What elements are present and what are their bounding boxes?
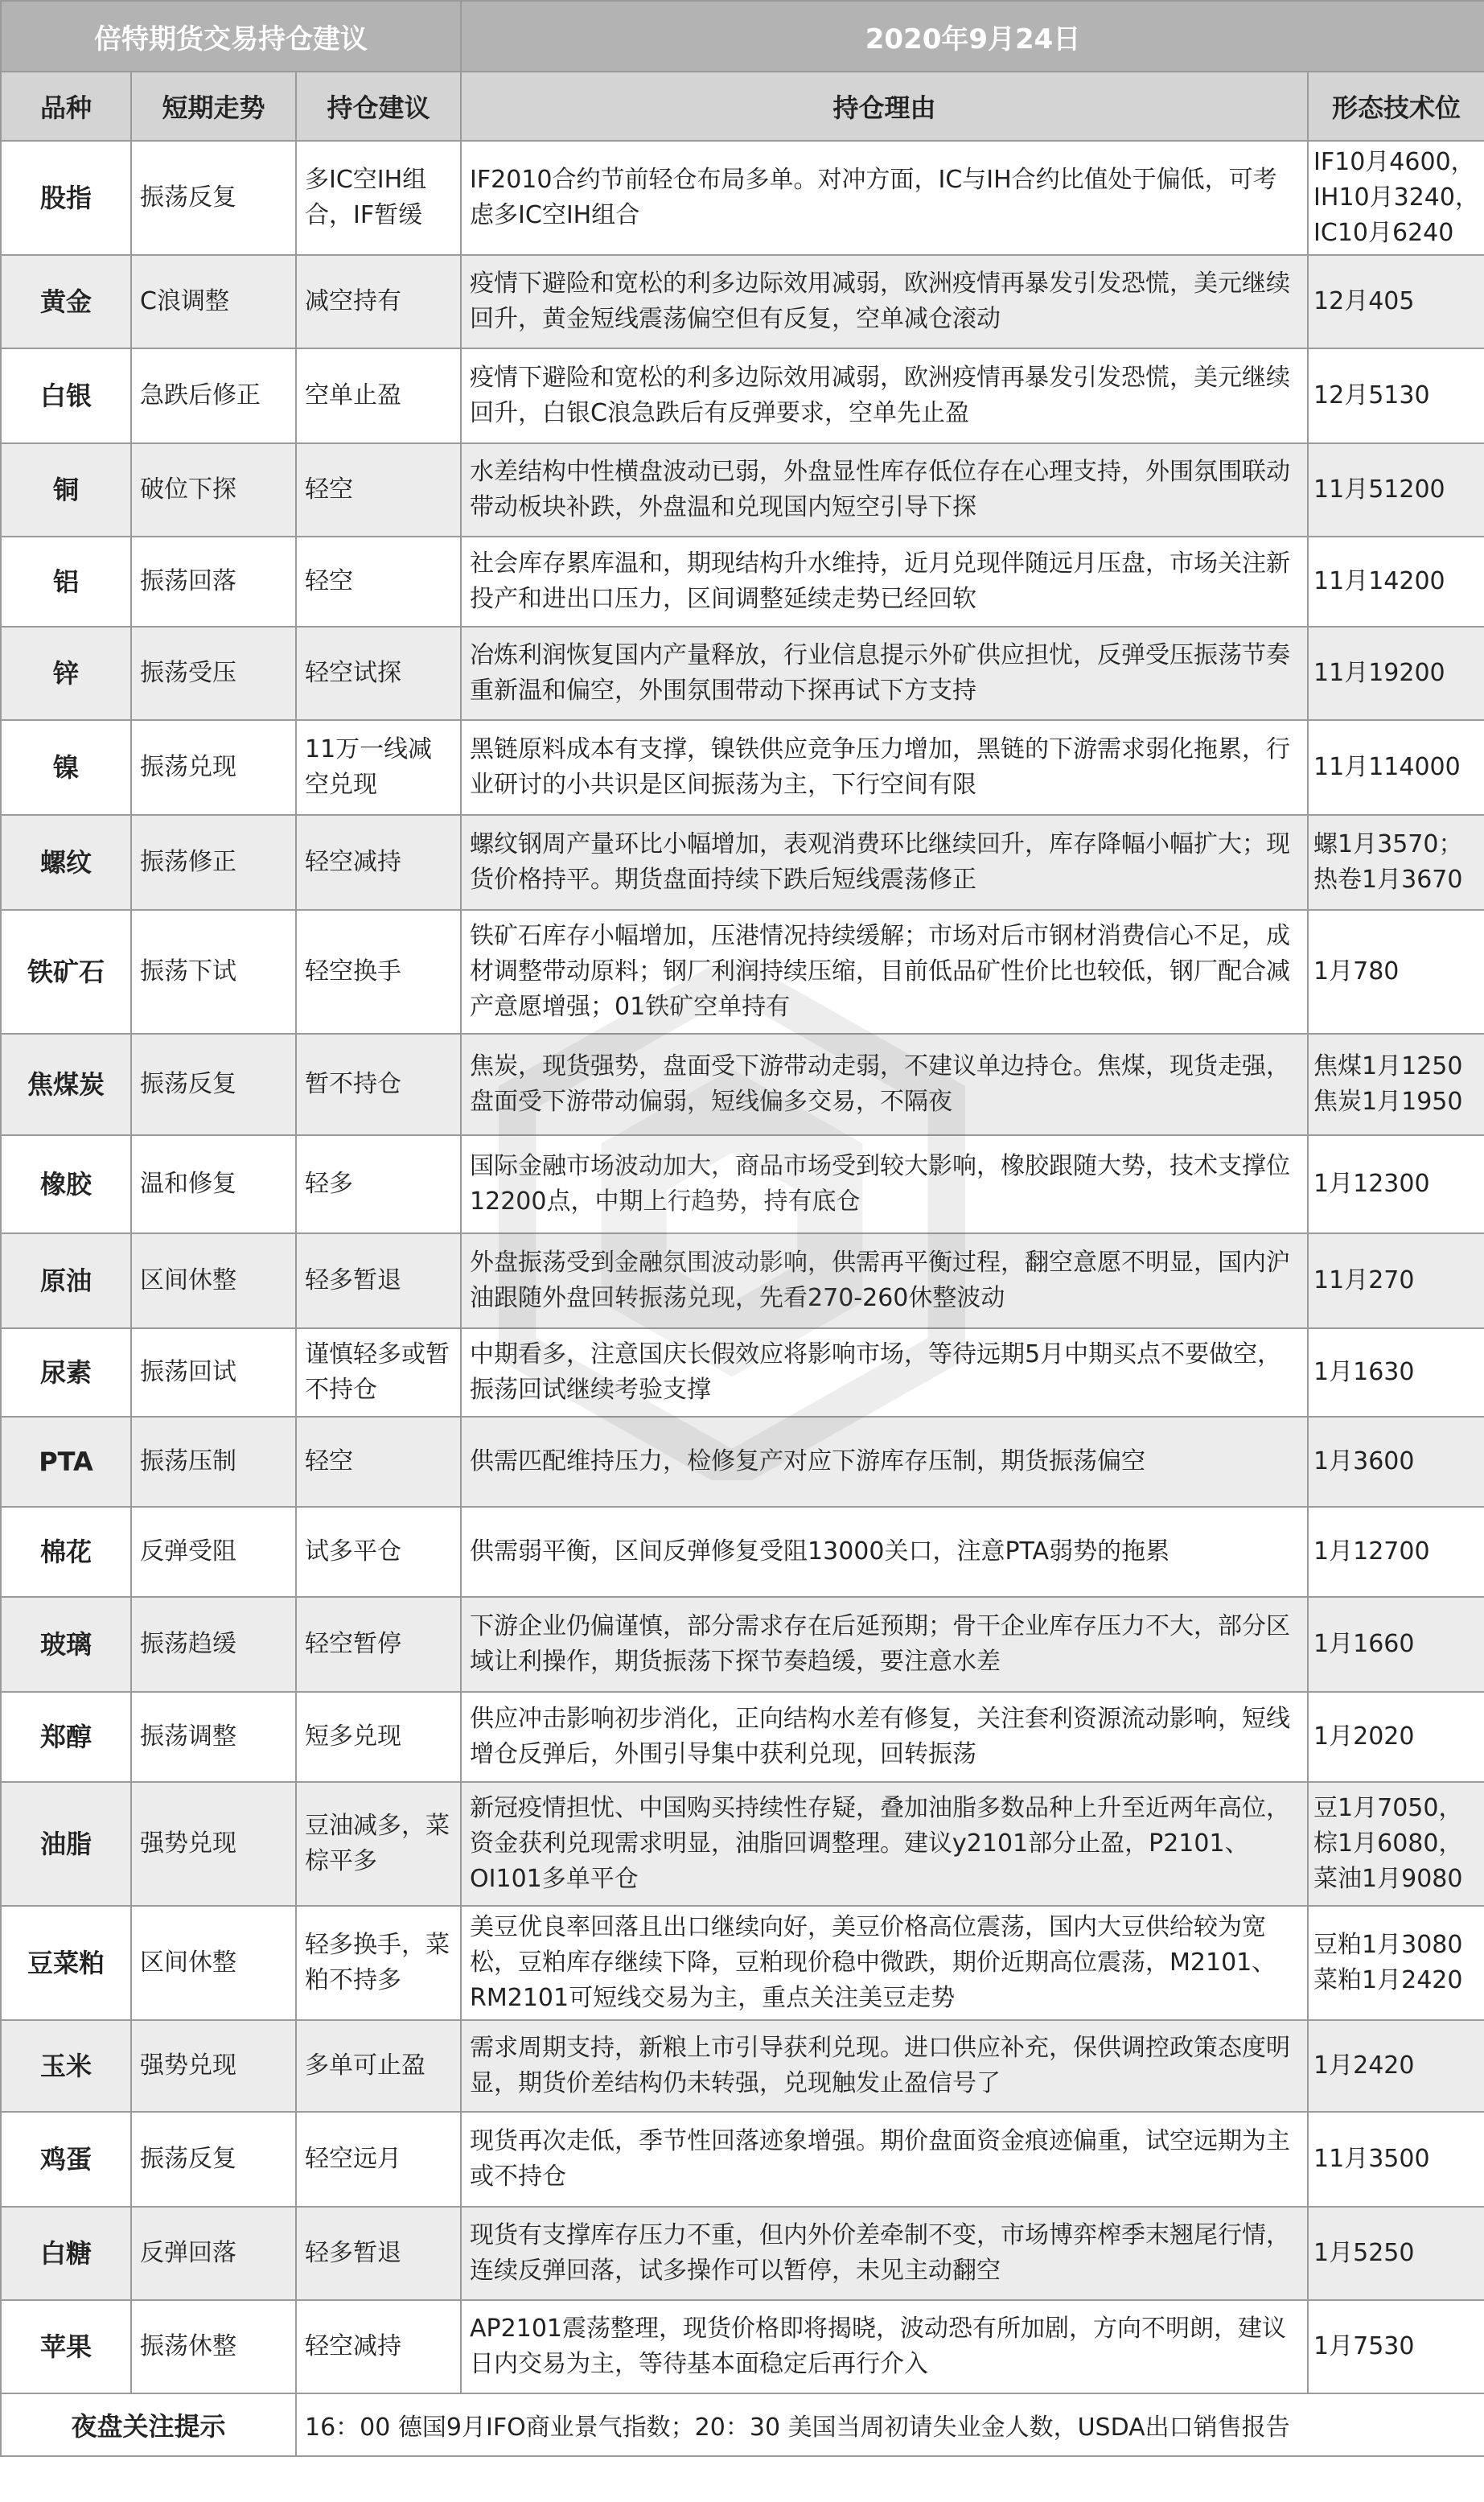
column-header-row <box>1 72 1484 141</box>
table-row <box>1 1135 1484 1233</box>
cell-trend: 反弹受阻 <box>131 1507 296 1597</box>
cell-advice: 轻空换手 <box>296 910 461 1034</box>
cell-trend: 破位下探 <box>131 443 296 537</box>
cell-advice: 轻空 <box>296 443 461 537</box>
cell-advice: 谨慎轻多或暂不持仓 <box>296 1328 461 1417</box>
cell-variety: 原油 <box>1 1233 131 1328</box>
cell-trend: 振荡回试 <box>131 1328 296 1417</box>
cell-advice: 试多平仓 <box>296 1507 461 1597</box>
cell-tech: 1月3600 <box>1308 1417 1484 1507</box>
table-row <box>1 815 1484 910</box>
table-row <box>1 2207 1484 2300</box>
cell-trend: 振荡修正 <box>131 815 296 910</box>
cell-reason: 供应冲击影响初步消化，正向结构水差有修复，关注套利资源流动影响，短线增仓反弹后，外围引导集中获利兑现，回转振荡 <box>461 1692 1308 1782</box>
cell-trend: C浪调整 <box>131 255 296 348</box>
cell-variety: 橡胶 <box>1 1135 131 1233</box>
cell-variety: 黄金 <box>1 255 131 348</box>
cell-reason: 疫情下避险和宽松的利多边际效用减弱，欧洲疫情再暴发引发恐慌，美元继续回升，白银C浪急跌后有反弹要求，空单先止盈 <box>461 348 1308 443</box>
cell-advice: 多IC空IH组合，IF暂缓 <box>296 141 461 255</box>
cell-variety: 白银 <box>1 348 131 443</box>
table-row <box>1 141 1484 255</box>
cell-reason: 疫情下避险和宽松的利多边际效用减弱，欧洲疫情再暴发引发恐慌，美元继续回升，黄金短线震荡偏空但有反复，空单减仓滚动 <box>461 255 1308 348</box>
cell-reason: 铁矿石库存小幅增加，压港情况持续缓解；市场对后市钢材消费信心不足，成材调整带动原料；钢厂利润持续压缩，目前低品矿性价比也较低，钢厂配合减产意愿增强；01铁矿空单持有 <box>461 910 1308 1034</box>
cell-trend: 急跌后修正 <box>131 348 296 443</box>
cell-reason: 焦炭，现货强势，盘面受下游带动走弱，不建议单边持仓。焦煤，现货走强，盘面受下游带动偏弱，短线偏多交易，不隔夜 <box>461 1034 1308 1135</box>
cell-tech: 1月1630 <box>1308 1328 1484 1417</box>
cell-advice: 减空持有 <box>296 255 461 348</box>
cell-tech: 1月5250 <box>1308 2207 1484 2300</box>
table-row <box>1 537 1484 627</box>
cell-variety: 玻璃 <box>1 1597 131 1692</box>
cell-trend: 振荡趋缓 <box>131 1597 296 1692</box>
table-row <box>1 720 1484 815</box>
night-session-label: 夜盘关注提示 <box>1 2393 296 2456</box>
cell-variety: PTA <box>1 1417 131 1507</box>
cell-trend: 振荡回落 <box>131 537 296 627</box>
cell-advice: 轻空暂停 <box>296 1597 461 1692</box>
table-row <box>1 2300 1484 2393</box>
cell-reason: 螺纹钢周产量环比小幅增加，表观消费环比继续回升，库存降幅小幅扩大；现货价格持平。期货盘面持续下跌后短线震荡修正 <box>461 815 1308 910</box>
cell-tech: 12月405 <box>1308 255 1484 348</box>
cell-variety: 白糖 <box>1 2207 131 2300</box>
cell-trend: 振荡调整 <box>131 1692 296 1782</box>
table-row <box>1 348 1484 443</box>
column-header-trend: 短期走势 <box>131 72 296 141</box>
cell-variety: 豆菜粕 <box>1 1906 131 2020</box>
cell-tech: 12月5130 <box>1308 348 1484 443</box>
column-header-reason: 持仓理由 <box>461 72 1308 141</box>
cell-reason: 需求周期支持，新粮上市引导获利兑现。进口供应补充，保供调控政策态度明显，期货价差结构仍未转强，兑现触发止盈信号了 <box>461 2020 1308 2112</box>
cell-reason: 现货有支撑库存压力不重，但内外价差牵制不变，市场博弈榨季末翘尾行情，连续反弹回落，试多操作可以暂停，未见主动翻空 <box>461 2207 1308 2300</box>
table-row <box>1 1782 1484 1906</box>
cell-reason: IF2010合约节前轻仓布局多单。对冲方面，IC与IH合约比值处于偏低，可考虑多IC空IH组合 <box>461 141 1308 255</box>
title-row <box>1 1 1484 72</box>
cell-variety: 焦煤炭 <box>1 1034 131 1135</box>
cell-variety: 股指 <box>1 141 131 255</box>
table-row <box>1 910 1484 1034</box>
cell-trend: 振荡受压 <box>131 627 296 720</box>
cell-advice: 暂不持仓 <box>296 1034 461 1135</box>
cell-tech: 11月114000 <box>1308 720 1484 815</box>
cell-variety: 铁矿石 <box>1 910 131 1034</box>
cell-advice: 多单可止盈 <box>296 2020 461 2112</box>
cell-trend: 反弹回落 <box>131 2207 296 2300</box>
cell-reason: 美豆优良率回落且出口继续向好，美豆价格高位震荡，国内大豆供给较为宽松，豆粕库存继续下降，豆粕现价稳中微跌，期价近期高位震荡，M2101、RM2101可短线交易为主，重点关注美豆走势 <box>461 1906 1308 2020</box>
cell-variety: 镍 <box>1 720 131 815</box>
cell-tech: IF10月4600， IH10月3240， IC10月6240 <box>1308 141 1484 255</box>
table-row <box>1 1417 1484 1507</box>
cell-advice: 豆油减多，菜棕平多 <box>296 1782 461 1906</box>
cell-variety: 棉花 <box>1 1507 131 1597</box>
table-row <box>1 255 1484 348</box>
table-row <box>1 443 1484 537</box>
cell-trend: 区间休整 <box>131 1233 296 1328</box>
cell-advice: 轻空减持 <box>296 2300 461 2393</box>
cell-tech: 焦煤1月1250 焦炭1月1950 <box>1308 1034 1484 1135</box>
cell-advice: 轻多 <box>296 1135 461 1233</box>
cell-reason: 外盘振荡受到金融氛围波动影响，供需再平衡过程，翻空意愿不明显，国内沪油跟随外盘回转振荡兑现，先看270-260休整波动 <box>461 1233 1308 1328</box>
cell-variety: 玉米 <box>1 2020 131 2112</box>
table-row <box>1 1906 1484 2020</box>
table-row <box>1 1328 1484 1417</box>
cell-tech: 11月14200 <box>1308 537 1484 627</box>
cell-advice: 轻多暂退 <box>296 1233 461 1328</box>
cell-tech: 1月780 <box>1308 910 1484 1034</box>
cell-trend: 振荡反复 <box>131 141 296 255</box>
cell-trend: 振荡压制 <box>131 1417 296 1507</box>
cell-advice: 11万一线减空兑现 <box>296 720 461 815</box>
cell-advice: 轻空试探 <box>296 627 461 720</box>
cell-trend: 强势兑现 <box>131 2020 296 2112</box>
cell-advice: 轻空 <box>296 537 461 627</box>
table-row <box>1 1597 1484 1692</box>
table-row <box>1 627 1484 720</box>
cell-reason: 新冠疫情担忧、中国购买持续性存疑，叠加油脂多数品种上升至近两年高位，资金获利兑现需求明显，油脂回调整理。建议y2101部分止盈，P2101、OI101多单平仓 <box>461 1782 1308 1906</box>
column-header-advice: 持仓建议 <box>296 72 461 141</box>
cell-tech: 11月270 <box>1308 1233 1484 1328</box>
night-session-row <box>1 2393 1484 2456</box>
cell-advice: 短多兑现 <box>296 1692 461 1782</box>
cell-variety: 锌 <box>1 627 131 720</box>
table-row <box>1 1233 1484 1328</box>
table-row <box>1 1034 1484 1135</box>
cell-reason: AP2101震荡整理，现货价格即将揭晓，波动恐有所加剧，方向不明朗，建议日内交易为主，等待基本面稳定后再行介入 <box>461 2300 1308 2393</box>
cell-trend: 振荡下试 <box>131 910 296 1034</box>
cell-trend: 温和修复 <box>131 1135 296 1233</box>
column-header-tech: 形态技术位 <box>1308 72 1484 141</box>
cell-reason: 下游企业仍偏谨慎，部分需求存在后延预期；骨干企业库存压力不大，部分区域让利操作，期货振荡下探节奏趋缓，要注意水差 <box>461 1597 1308 1692</box>
cell-advice: 空单止盈 <box>296 348 461 443</box>
cell-trend: 振荡兑现 <box>131 720 296 815</box>
cell-reason: 供需匹配维持压力，检修复产对应下游库存压制，期货振荡偏空 <box>461 1417 1308 1507</box>
cell-trend: 振荡反复 <box>131 2112 296 2207</box>
cell-tech: 1月2020 <box>1308 1692 1484 1782</box>
cell-advice: 轻空减持 <box>296 815 461 910</box>
cell-variety: 铜 <box>1 443 131 537</box>
table-title: 倍特期货交易持仓建议 <box>1 1 461 72</box>
cell-variety: 鸡蛋 <box>1 2112 131 2207</box>
cell-trend: 区间休整 <box>131 1906 296 2020</box>
cell-reason: 冶炼利润恢复国内产量释放，行业信息提示外矿供应担忧，反弹受压振荡节奏重新温和偏空，外围氛围带动下探再试下方支持 <box>461 627 1308 720</box>
cell-tech: 11月51200 <box>1308 443 1484 537</box>
cell-advice: 轻空 <box>296 1417 461 1507</box>
cell-reason: 黑链原料成本有支撑，镍铁供应竞争压力增加，黑链的下游需求弱化拖累，行业研讨的小共识是区间振荡为主，下行空间有限 <box>461 720 1308 815</box>
column-header-variety: 品种 <box>1 72 131 141</box>
cell-advice: 轻多换手，菜粕不持多 <box>296 1906 461 2020</box>
cell-tech: 豆1月7050， 棕1月6080， 菜油1月9080 <box>1308 1782 1484 1906</box>
cell-trend: 振荡休整 <box>131 2300 296 2393</box>
cell-tech: 豆粕1月3080 菜粕1月2420 <box>1308 1906 1484 2020</box>
cell-tech: 11月19200 <box>1308 627 1484 720</box>
cell-trend: 强势兑现 <box>131 1782 296 1906</box>
cell-advice: 轻空远月 <box>296 2112 461 2207</box>
cell-tech: 11月3500 <box>1308 2112 1484 2207</box>
cell-tech: 1月2420 <box>1308 2020 1484 2112</box>
cell-variety: 油脂 <box>1 1782 131 1906</box>
cell-reason: 中期看多，注意国庆长假效应将影响市场，等待远期5月中期买点不要做空，振荡回试继续考验支撑 <box>461 1328 1308 1417</box>
cell-variety: 苹果 <box>1 2300 131 2393</box>
cell-advice: 轻多暂退 <box>296 2207 461 2300</box>
cell-variety: 螺纹 <box>1 815 131 910</box>
cell-variety: 郑醇 <box>1 1692 131 1782</box>
cell-reason: 国际金融市场波动加大，商品市场受到较大影响，橡胶跟随大势，技术支撑位12200点，中期上行趋势，持有底仓 <box>461 1135 1308 1233</box>
cell-tech: 1月12300 <box>1308 1135 1484 1233</box>
table-row <box>1 1692 1484 1782</box>
cell-reason: 现货再次走低，季节性回落迹象增强。期价盘面资金痕迹偏重，试空远期为主或不持仓 <box>461 2112 1308 2207</box>
cell-variety: 铝 <box>1 537 131 627</box>
cell-tech: 1月1660 <box>1308 1597 1484 1692</box>
table-row <box>1 1507 1484 1597</box>
cell-tech: 1月7530 <box>1308 2300 1484 2393</box>
table-row <box>1 2112 1484 2207</box>
night-session-text: 16：00 德国9月IFO商业景气指数；20：30 美国当周初请失业金人数，USDA出口销售报告 <box>296 2393 1484 2456</box>
table-row <box>1 2020 1484 2112</box>
cell-trend: 振荡反复 <box>131 1034 296 1135</box>
report-date: 2020年9月24日 <box>461 1 1484 72</box>
cell-reason: 供需弱平衡，区间反弹修复受阻13000关口，注意PTA弱势的拖累 <box>461 1507 1308 1597</box>
cell-tech: 螺1月3570； 热卷1月3670 <box>1308 815 1484 910</box>
cell-reason: 社会库存累库温和，期现结构升水维持，近月兑现伴随远月压盘，市场关注新投产和进出口压力，区间调整延续走势已经回软 <box>461 537 1308 627</box>
cell-tech: 1月12700 <box>1308 1507 1484 1597</box>
cell-variety: 尿素 <box>1 1328 131 1417</box>
cell-reason: 水差结构中性横盘波动已弱，外盘显性库存低位存在心理支持，外围氛围联动带动板块补跌，外盘温和兑现国内短空引导下探 <box>461 443 1308 537</box>
